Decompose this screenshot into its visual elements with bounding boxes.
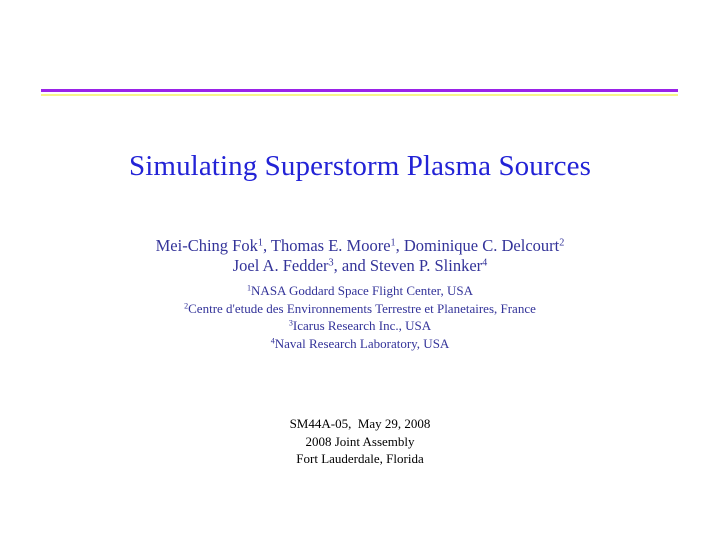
- affiliation-list: [0, 282, 720, 352]
- author-name: Dominique C. Delcourt: [403, 236, 560, 255]
- affiliation-item: [0, 282, 720, 300]
- author-affil-index: 1: [390, 237, 396, 249]
- affiliation-item: [0, 300, 720, 318]
- affiliation-text: Icarus Research Inc., USA: [292, 318, 432, 333]
- affiliation-item: [0, 317, 720, 335]
- author-affil-index: 3: [328, 257, 334, 269]
- author-separator: , and: [333, 256, 370, 275]
- affiliation-text: NASA Goddard Space Flight Center, USA: [251, 283, 473, 298]
- affiliation-item: [0, 335, 720, 353]
- event-info: [0, 415, 720, 468]
- affiliation-text: Centre d'etude des Environnements Terrestre et Planetaires, France: [188, 300, 536, 316]
- author-name: Joel A. Fedder: [232, 256, 329, 275]
- author-line-2: [0, 256, 720, 276]
- author-affil-index: 4: [482, 257, 488, 269]
- header-rule-yellow: [41, 94, 678, 96]
- event-location: Fort Lauderdale, Florida: [296, 451, 424, 466]
- author-affil-index: 2: [559, 237, 565, 249]
- author-name: Steven P. Slinker: [369, 256, 483, 275]
- author-name: Thomas E. Moore: [270, 236, 391, 255]
- event-name: 2008 Joint Assembly: [305, 433, 415, 449]
- affiliation-index: 4: [270, 336, 275, 346]
- author-list: [0, 236, 720, 276]
- author-separator: ,: [395, 236, 404, 255]
- author-name: Mei-Ching Fok: [155, 236, 258, 255]
- affiliation-text: Naval Research Laboratory, USA: [274, 335, 450, 351]
- event-session-date: SM44A-05, May 29, 2008: [289, 416, 431, 431]
- author-separator: ,: [262, 236, 271, 255]
- affiliation-index: 1: [247, 283, 252, 293]
- slide-title: Simulating Superstorm Plasma Sources: [129, 150, 591, 182]
- affiliation-index: 3: [288, 318, 293, 328]
- affiliation-index: 2: [184, 301, 189, 311]
- header-rule-purple: [41, 89, 678, 92]
- author-line-1: [0, 236, 720, 256]
- author-affil-index: 1: [257, 237, 263, 249]
